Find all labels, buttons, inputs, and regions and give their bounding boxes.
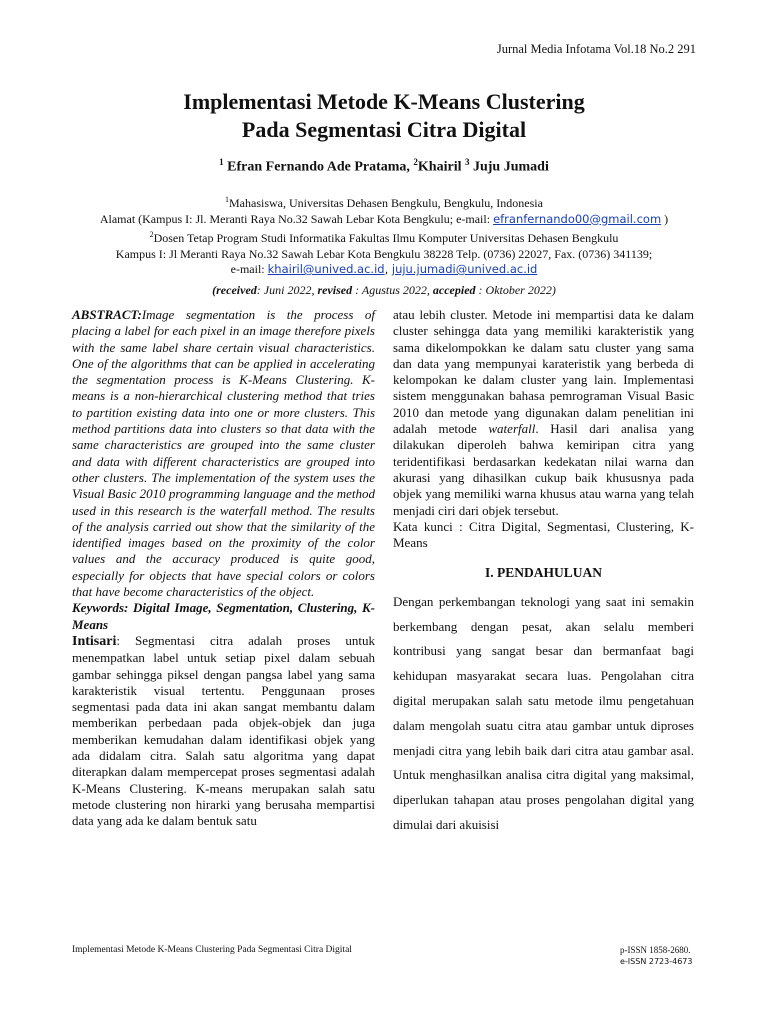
author-list bbox=[0, 157, 768, 176]
p-issn: p-ISSN 1858-2680. bbox=[620, 945, 691, 955]
author-2-affil-num: 2 bbox=[413, 157, 418, 167]
intisari-label: Intisari bbox=[72, 633, 117, 649]
pendahuluan-paragraph: Dengan perkembangan teknologi yang saat ini semakin berkembang dengan pesat, akan selalu memberi kontribusi yang sangat besar dan bermanfaat bagi kehidupan masyarakat secara luas. Pengolahan citra digital merupakan salah satu metode ilmu pengetahuan dalam mengolah suatu citra atau gambar untuk diproses menjadi citra yang lebih baik dari citra atau gambar asal. Untuk menghasilkan analisa citra digital yang maksimal, diperlukan tahapan atau proses pengolahan digital yang dimulai dari akuisisi bbox=[393, 593, 694, 832]
footer-title: Implementasi Metode K-Means Clustering Pada Segmentasi Citra Digital bbox=[72, 945, 352, 955]
left-column bbox=[72, 307, 375, 830]
affil-3-num: 2 bbox=[149, 230, 154, 239]
e-issn: e-ISSN 2723-4673 bbox=[620, 957, 693, 966]
email-link-khairil[interactable]: khairil@unived.ac.id bbox=[267, 262, 385, 276]
english-keywords: Keywords: Digital Image, Segmentation, Clustering, K-Means bbox=[72, 600, 375, 632]
author-1-name: Efran Fernando Ade Pratama bbox=[223, 159, 407, 175]
paper-title bbox=[0, 88, 768, 144]
affil-1-num: 1 bbox=[225, 195, 230, 204]
indonesian-keywords: Kata kunci : Citra Digital, Segmentasi, Clustering, K-Means bbox=[393, 518, 694, 551]
title-line-1: Implementasi Metode K-Means Clustering bbox=[183, 89, 585, 114]
received-label: (received bbox=[212, 283, 257, 297]
right-column bbox=[393, 307, 694, 838]
accepted-date: : Oktober 2022) bbox=[475, 283, 556, 297]
affil-line-1 bbox=[0, 192, 768, 212]
revised-label: revised bbox=[317, 283, 353, 297]
affil-line-4: Kampus I: Jl Meranti Raya No.32 Sawah Lebar Kota Bengkulu 38228 Telp. (0736) 22027, Fax. (0736) 341139; bbox=[115, 246, 653, 261]
section-heading-pendahuluan: I. PENDAHULUAN bbox=[484, 565, 602, 581]
received-date: : Juni 2022, bbox=[256, 283, 318, 297]
running-header: Jurnal Media Infotama Vol.18 No.2 291 bbox=[496, 42, 696, 56]
author-separator: , bbox=[406, 159, 414, 175]
received-dates bbox=[0, 283, 768, 298]
affil-line-3 bbox=[0, 227, 768, 247]
intisari-text: : Segmentasi citra adalah proses untuk menempatkan label untuk setiap pixel dalam sebuah gambar sehingga piksel dengan pangsa label yang sama karakteristik visual tertentu. Penggunaan proses segmentasi pada data ini akan sangat membantu dalam memberikan perbedaan pada objek-objek dan juga memberikan kemudahan dalam identifikasi objek yang ada didalam citra. Salah satu algoritma yang dapat diterapkan dalam mempercepat proses segmentasi adalah K-Means Clustering. K-means merupakan salah satu metode clustering non hirarki yang berusaha mempartisi data yang ada ke dalam bentuk satu bbox=[72, 632, 375, 829]
accepted-label: accepied bbox=[432, 283, 476, 297]
waterfall-term: waterfall bbox=[488, 421, 536, 437]
email-link-juju[interactable]: juju.jumadi@unived.ac.id bbox=[391, 262, 538, 276]
affil-5-text: e-mail: bbox=[230, 262, 268, 276]
intisari-cont-2: . Hasil dari analisa yang dilakukan diperoleh bahwa kemiripan citra yang teridentifikasi berdasarkan kedekatan nilai warna dan akurasi yang dihasilkan cukup baik khususnya pada objek yang memiliki warna khusus atau warna yang telah menjadi ciri dari objek tersebut. bbox=[393, 421, 695, 518]
affil-3-text: Dosen Tetap Program Studi Informatika Fakultas Ilmu Komputer Universitas Dehasen Bengkulu bbox=[153, 231, 619, 245]
title-line-2: Pada Segmentasi Citra Digital bbox=[241, 117, 527, 142]
author-2-name: Khairil bbox=[417, 159, 462, 175]
affil-2-text: Alamat (Kampus I: Jl. Meranti Raya No.32 Sawah Lebar Kota Bengkulu; e-mail: bbox=[99, 211, 494, 226]
intisari-paragraph bbox=[72, 633, 375, 830]
author-3-name: Juju Jumadi bbox=[469, 159, 549, 175]
email-separator: , bbox=[384, 262, 392, 276]
abstract-paragraph bbox=[72, 307, 375, 600]
affil-2-end: ) bbox=[661, 211, 669, 226]
author-1-affil-num: 1 bbox=[219, 157, 224, 167]
affil-line-5 bbox=[0, 262, 768, 278]
abstract-label: ABSTRACT: bbox=[72, 307, 142, 322]
email-link-efran[interactable]: efranfernando00@gmail.com bbox=[493, 211, 662, 226]
affil-1-text: Mahasiswa, Universitas Dehasen Bengkulu, Bengkulu, Indonesia bbox=[229, 196, 543, 210]
affil-line-2 bbox=[0, 212, 768, 228]
author-3-affil-num: 3 bbox=[464, 157, 470, 167]
intisari-continued bbox=[393, 307, 694, 519]
affiliations bbox=[0, 192, 768, 278]
abstract-text: Image segmentation is the process of placing a label for each pixel in an image therefore pixels with the same label share certain visual characteristics. One of the algorithms that can be applied in accelerating the segmentation process is K-Means Clustering. K-means is a non-hierarchical clustering method that tries to partition existing data into one or more clusters. This method partitions data into clusters so that data with the same characteristics are grouped into the same cluster and data with different characteristics are grouped into other clusters. The implementation of the system uses the Visual Basic 2010 programming language and the method used in this research is the waterfall method. The results of the analysis carried out show that the similarity of the identified images based on the proximity of the color values and the accuracy produced is quite good, especially for objects that have special colors or colors that have become characteristics of the object. bbox=[72, 307, 375, 600]
footer-issn bbox=[620, 944, 692, 968]
revised-date: : Agustus 2022, bbox=[352, 283, 433, 297]
intisari-cont-1: atau lebih cluster. Metode ini mempartisi data ke dalam cluster sehingga data yang memiliki karakteristik yang sama dikelompokkan ke dalam satu cluster yang sama dan data yang mempunyai karateristik yang berbeda di kelompokan ke dalam cluster yang lain. Implementasi sistem menggunakan bahasa pemrograman Visual Basic 2010 dan metode yang digunakan dalam penelitian ini adalah metode bbox=[393, 307, 694, 437]
